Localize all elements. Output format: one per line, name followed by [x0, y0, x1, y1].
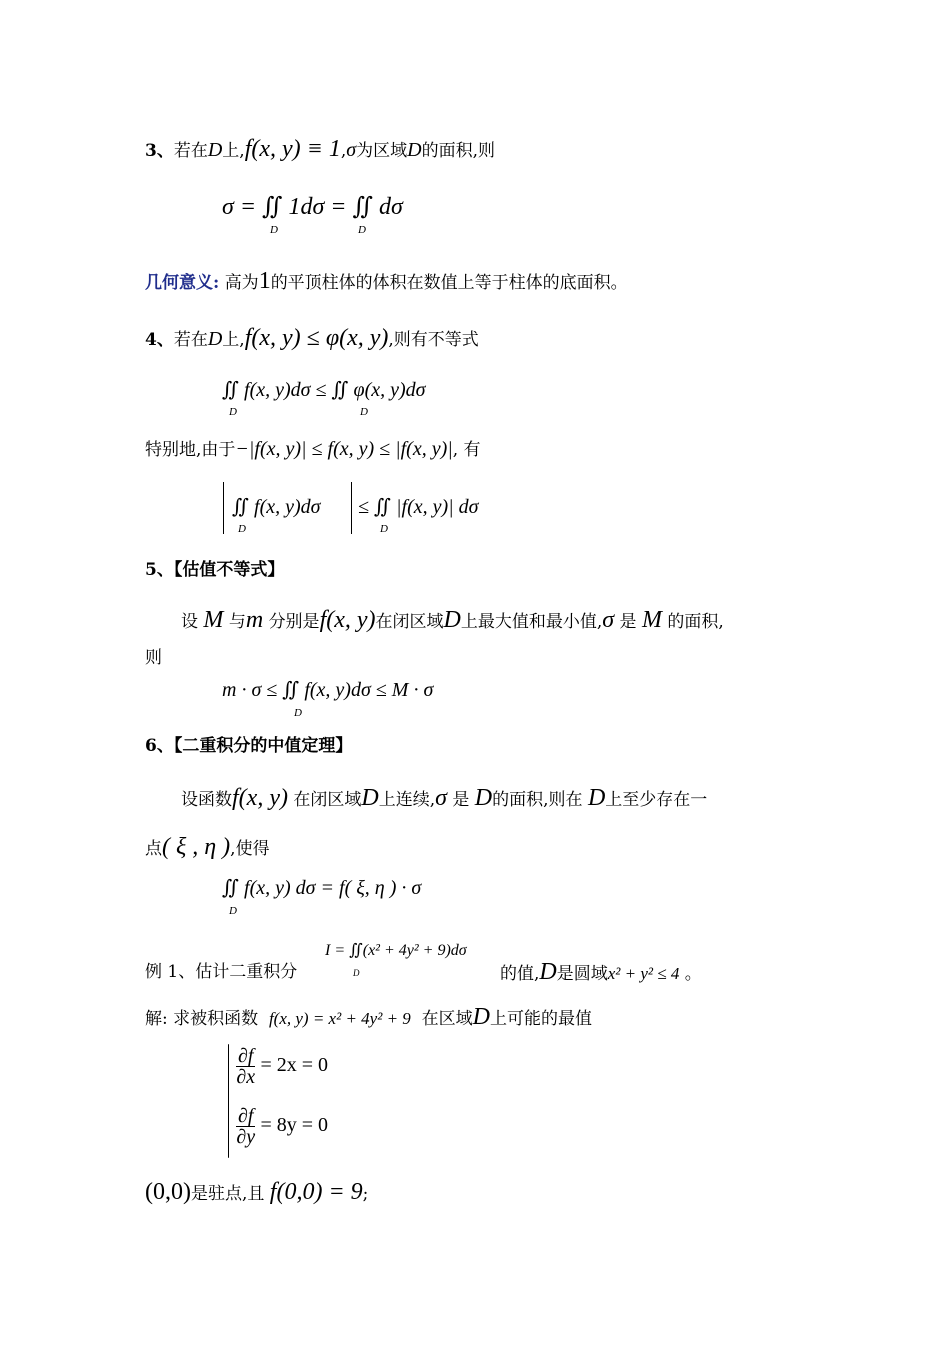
- equation-rhs: = 8y = 0: [260, 1114, 329, 1137]
- math-abs-inequality: −|f(x, y)| ≤ f(x, y) ≤ |f(x, y)|: [235, 438, 453, 460]
- math-point: (0,0): [145, 1179, 191, 1205]
- math-f: f(x, y): [232, 785, 288, 811]
- text: 的平顶柱体的体积在数值上等于柱体的底面积。: [270, 273, 628, 293]
- text: , 有: [452, 440, 481, 460]
- section-6-heading: 6、【二重积分的中值定理】: [145, 736, 353, 756]
- text: 。: [684, 964, 702, 984]
- math-D: D: [361, 785, 379, 811]
- section-4-line: [145, 326, 479, 350]
- text: 在闭区域: [375, 612, 444, 632]
- text: 若在: [173, 330, 208, 350]
- text: 上可能的最值: [489, 1009, 592, 1029]
- math-D: D: [472, 1004, 490, 1030]
- text: 为区域: [356, 141, 408, 161]
- section-4-formula: ∬ f(x, y)dσ ≤ ∬ φ(x, y)dσ: [222, 379, 426, 401]
- section-3-line: [145, 137, 495, 161]
- subscript-D: D: [270, 224, 278, 236]
- math-point: ( ξ , η ): [162, 834, 231, 860]
- math-f-value: f(0,0) = 9: [269, 1179, 363, 1205]
- section-4-label: 4、: [145, 330, 174, 350]
- subscript-D: D: [358, 224, 366, 236]
- text: 设函数: [181, 790, 232, 810]
- special-case-line: [145, 439, 481, 459]
- text: 分别是: [268, 612, 320, 632]
- text: 若在: [173, 141, 208, 161]
- math-region: x² + y² ≤ 4: [607, 964, 680, 983]
- text: ;: [362, 1184, 369, 1204]
- text: 是驻点,且: [190, 1184, 265, 1204]
- section-3-label: 3、: [145, 141, 174, 161]
- text: 高为: [224, 273, 259, 293]
- text: 特别地,由于: [145, 440, 236, 460]
- point-line: [145, 835, 270, 859]
- text: 上连续,: [378, 790, 436, 810]
- math-M: M: [203, 607, 224, 633]
- math-D: D: [443, 607, 461, 633]
- fraction-denominator: ∂x: [236, 1066, 256, 1088]
- fraction-numerator: ∂f: [238, 1045, 254, 1067]
- text: 的面积,则: [421, 141, 495, 161]
- example-1-lead: 例 1、估计二重积分: [145, 962, 298, 982]
- subscript-D: D: [229, 905, 237, 917]
- math-D: D: [474, 785, 493, 811]
- subscript-D: D: [238, 523, 246, 535]
- text: ,则有不等式: [388, 330, 479, 350]
- text: 与: [228, 612, 246, 632]
- section-5-heading: 5、【估值不等式】: [145, 560, 285, 580]
- section-5-formula: m · σ ≤ ∬ f(x, y)dσ ≤ M · σ: [222, 679, 434, 701]
- text: 的面积,: [667, 612, 724, 632]
- section-5-line: [181, 608, 724, 632]
- math-f: f(x, y): [319, 607, 376, 633]
- equation-1: [236, 1046, 328, 1087]
- math-f-equals-1: f(x, y) ≡ 1: [244, 136, 341, 162]
- math-sigma: σ: [602, 607, 615, 633]
- text: 在区域: [421, 1009, 473, 1029]
- section-6-line: [181, 786, 707, 810]
- subscript-D: D: [380, 523, 388, 535]
- math-D: D: [587, 785, 606, 811]
- subscript-D: D: [294, 707, 302, 719]
- partial-fraction: [236, 1106, 255, 1147]
- subscript-D: D: [229, 406, 237, 418]
- equation-rhs: = 2x = 0: [260, 1054, 329, 1077]
- example-1-tail: [500, 960, 702, 984]
- geometric-meaning-line: [145, 269, 628, 293]
- section-3-formula: σ = ∬ 1dσ = ∬ dσ: [222, 194, 403, 220]
- math-D: D: [407, 139, 422, 161]
- abs-integral-rhs: ≤ ∬ |f(x, y)| dσ: [358, 496, 479, 518]
- equation-2: [236, 1106, 328, 1147]
- fraction-denominator: ∂y: [236, 1126, 256, 1148]
- text: 设: [181, 612, 198, 632]
- math-D: D: [539, 959, 557, 985]
- section-6-formula: ∬ f(x, y) dσ = f( ξ, η ) · σ: [222, 877, 422, 899]
- math-one: 1: [258, 268, 271, 294]
- example-1-integral: I = ∬(x² + 4y² + 9)dσ: [325, 942, 467, 959]
- math-m: m: [245, 607, 264, 633]
- geometric-meaning-label: 几何意义:: [145, 273, 220, 293]
- math-D: D: [207, 139, 223, 161]
- text: 上,: [222, 330, 245, 350]
- math-sigma: σ: [435, 785, 447, 811]
- text: 在闭区域: [293, 790, 362, 810]
- text: ,使得: [230, 839, 270, 859]
- math-D: D: [207, 328, 223, 350]
- math-sigma: σ: [346, 139, 357, 161]
- math-integrand: f(x, y) = x² + 4y² + 9: [268, 1009, 411, 1028]
- abs-bar-right: [351, 482, 352, 534]
- fraction-numerator: ∂f: [238, 1105, 254, 1127]
- stationary-point-line: [145, 1180, 368, 1204]
- text: 点: [145, 839, 162, 859]
- text: 是: [452, 790, 470, 810]
- text: ,: [340, 141, 347, 161]
- abs-integral: ∬ f(x, y)dσ: [232, 496, 321, 518]
- text: 上,: [222, 141, 245, 161]
- subscript-D: D: [353, 968, 360, 978]
- partial-fraction: [236, 1046, 255, 1087]
- text: 上最大值和最小值,: [460, 612, 603, 632]
- text: 的值,: [500, 964, 540, 984]
- subscript-D: D: [360, 406, 368, 418]
- abs-bar-left: [223, 482, 224, 534]
- equation-brace: [228, 1044, 229, 1158]
- math-inequality: f(x, y) ≤ φ(x, y): [244, 325, 389, 351]
- text: 是圆域: [556, 964, 608, 984]
- text: 上至少存在一: [605, 790, 708, 810]
- text: 的面积,则在: [492, 790, 583, 810]
- text: 是: [619, 612, 637, 632]
- math-M: M: [641, 607, 662, 633]
- solution-line: [145, 1005, 592, 1029]
- text: 解: 求被积函数: [145, 1009, 259, 1029]
- then-text: 则: [145, 648, 162, 668]
